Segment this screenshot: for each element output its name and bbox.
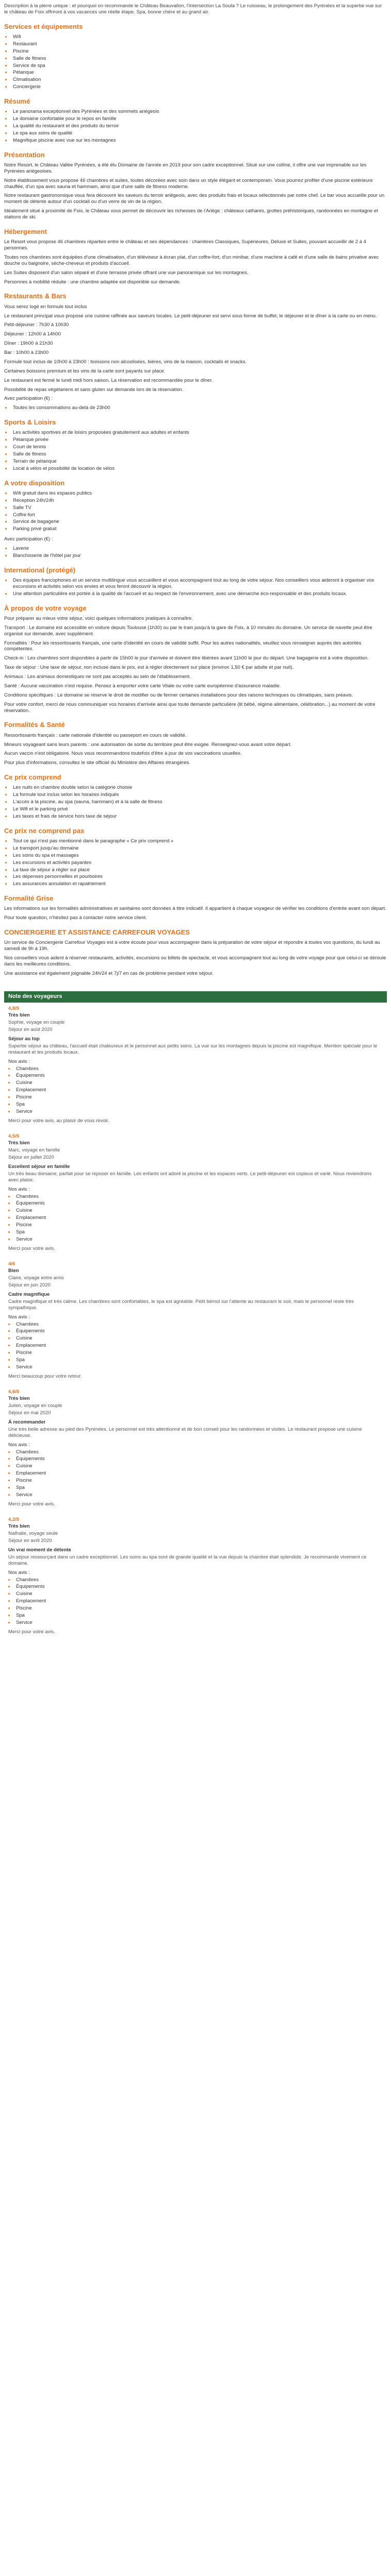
section-title: A votre disposition <box>4 479 65 487</box>
section-title: À propos de votre voyage <box>4 604 87 612</box>
list-item: • Wifi <box>11 34 387 40</box>
review-score: 4/5 <box>8 1261 15 1267</box>
section-title: Sports & Loisirs <box>4 418 56 427</box>
intro-text: Description à la pierre unique : et pourquoi on recommande le Château Beauvallon, l'Intersection La Soula ? Le ruisseau, le prolongement des Pyrénées et la superbe vue sur le château de Foix offriront à vos vacances une réelle étape. Spa, bonne chère et au grand air. <box>4 3 382 15</box>
section-restaurants <box>4 292 387 411</box>
paragraph: Mineurs voyageant sans leurs parents : une autorisation de sortie du territoire peut être exigée. Renseignez-vous avant votre départ. <box>4 741 292 748</box>
paragraph: Pour toute question, n'hésitez pas à contacter notre service client. <box>4 915 147 921</box>
paragraph: Formalités : Pour les ressortissants français, une carte d'identité en cours de validité suffit. Pour les autres nationalités, veuillez vous renseigner auprès des autorités compétentes. <box>4 640 362 652</box>
paragraph: Pour plus d'informations, consultez le site officiel du Ministère des Affaires étrangères. <box>4 760 191 766</box>
list-item: • Spa <box>14 1485 383 1491</box>
list-item: • Le domaine confortable pour le repos en famille <box>11 116 387 122</box>
review-date: Séjour en avril 2020 <box>8 1538 52 1544</box>
list-item: • L'accès à la piscine, au spa (sauna, hammam) et à la salle de fitness <box>11 799 387 805</box>
review-item <box>4 1261 387 1380</box>
list-item: • Service de spa <box>11 63 387 69</box>
paragraph: Un service de Conciergerie Carrefour Voyages est à votre écoute pour vous accompagner dans la préparation de votre séjour et répondre à toutes vos questions, du lundi au samedi de 9h à 19h. <box>4 940 380 952</box>
list-item: • La taxe de séjour à régler sur place <box>11 867 387 873</box>
paragraph: Personnes à mobilité réduite : une chambre adaptée est disponible sur demande. <box>4 279 181 285</box>
review-ratings <box>14 1577 383 1626</box>
list-item: • Emplacement <box>14 1598 383 1604</box>
list-item: • Parking privé gratuit <box>11 526 387 532</box>
reviews-list <box>4 1006 387 1635</box>
list-item: • Laverie <box>11 546 387 552</box>
review-score: 4,2/5 <box>8 1516 20 1522</box>
review-author: Marc, voyage en famille <box>8 1147 60 1154</box>
review-ratings <box>14 1449 383 1498</box>
review-date: Séjour en juin 2020 <box>8 1282 51 1289</box>
list-item: • Salle de fitness <box>11 56 387 62</box>
section-title: Ce prix ne comprend pas <box>4 826 85 835</box>
list-item: • Blanchisserie de l'hôtel par jour <box>11 553 387 559</box>
review-ratings <box>14 1194 383 1243</box>
section-title: CONCIERGERIE ET ASSISTANCE CARREFOUR VOYAGES <box>4 928 190 937</box>
section-formalite-grise <box>4 894 387 921</box>
review-rating-label: Nos avis : <box>8 1186 30 1192</box>
paragraph: Bar : 10h00 à 23h00 <box>4 350 49 355</box>
review-verdict: Très bien <box>8 1140 30 1146</box>
review-author: Nathalie, voyage seule <box>8 1531 58 1537</box>
review-rating-label: Nos avis : <box>8 1058 30 1064</box>
review-reply: Merci pour votre avis, au plaisir de vous revoir. <box>8 1117 109 1124</box>
paragraph: Ressortissants français : carte nationale d'identité ou passeport en cours de validité. <box>4 732 187 738</box>
list-item: • Court de tennis <box>11 444 387 450</box>
review-title: Excellent séjour en famille <box>8 1164 70 1170</box>
list-item: • Réception 24h/24h <box>11 498 387 504</box>
review-item <box>4 1517 387 1635</box>
section-title: Hébergement <box>4 227 47 235</box>
paragraph: Conditions spécifiques : Le domaine se réserve le droit de modifier ou de fermer certaines installations pour des raisons techniques ou climatiques, sans préavis. <box>4 692 353 698</box>
review-reply: Merci pour votre avis. <box>8 1245 55 1251</box>
list-item: • Wifi gratuit dans les espaces publics <box>11 490 387 497</box>
paragraph: Possibilité de repas végétariens et sans gluten sur demande lors de la réservation. <box>4 386 184 393</box>
section-services <box>4 23 387 90</box>
list-item: • La formule tout inclus selon les horaires indiqués <box>11 792 387 798</box>
paragraph: Notre établissement vous propose 46 chambres et suites, toutes décorées avec soin dans un style élégant et contemporain. Vous pourrez profiter d'une piscine extérieure chauffée, d'un spa avec sauna et hammam, ainsi que d'une salle de fitness moderne. <box>4 177 373 190</box>
review-title: À recommander <box>8 1419 46 1425</box>
list-item: • Piscine <box>14 1222 383 1228</box>
list-item: • Restaurant <box>11 41 387 47</box>
paragraph: Nos conseillers vous aident à réserver restaurants, activités, excursions ou billets de spectacle, et vous accompagnent tout au long de votre voyage pour que celui-ci se déroule dans les meilleures conditions. <box>4 955 386 967</box>
list-item: • Piscine <box>14 1605 383 1612</box>
list-item: • Service <box>14 1492 383 1498</box>
section-hebergement <box>4 228 387 285</box>
list-item: • Service de bagagerie <box>11 519 387 525</box>
paragraph: Les informations sur les formalités administratives et sanitaires sont données à titre indicatif. Il appartient à chaque voyageur de vérifier les conditions d'entrée avant son départ. <box>4 906 386 912</box>
section-apropos <box>4 604 387 714</box>
list-item: • Piscine <box>14 1350 383 1356</box>
review-date: Séjour en juillet 2020 <box>8 1155 54 1161</box>
list-item: • Emplacement <box>14 1470 383 1477</box>
paragraph: Les Suites disposent d'un salon séparé et d'une terrasse privée offrant une vue panoramique sur les montagnes. <box>4 269 249 276</box>
list-item: • Chambres <box>14 1577 383 1583</box>
list-item: • Les taxes et frais de service hors taxe de séjour <box>11 814 387 820</box>
list-item: • Équipements <box>14 1073 383 1079</box>
review-verdict: Très bien <box>8 1523 30 1530</box>
list-item: • Chambres <box>14 1321 383 1328</box>
section-title: Résumé <box>4 97 30 105</box>
review-title: Cadre magnifique <box>8 1292 50 1297</box>
list-item: • Les soins du spa et massages <box>11 853 387 859</box>
section-title: Présentation <box>4 150 45 159</box>
list-item: • Emplacement <box>14 1215 383 1221</box>
section-formalites <box>4 721 387 766</box>
list-item: • Équipements <box>14 1200 383 1207</box>
resume-list <box>11 109 387 143</box>
paragraph: Animaux : Les animaux domestiques ne sont pas acceptés au sein de l'établissement. <box>4 674 191 680</box>
section-sports <box>4 418 387 472</box>
paragraph: Aucun vaccin n'est obligatoire. Nous vous recommandons toutefois d'être à jour de vos vaccinations usuelles. <box>4 751 242 757</box>
list-item: • Chambres <box>14 1194 383 1200</box>
list-item: • Service <box>14 1364 383 1370</box>
list-item: • Pétanque privée <box>11 437 387 443</box>
section-resume <box>4 97 387 144</box>
review-text: Un séjour ressourçant dans un cadre exceptionnel. Les soins au spa sont de grande qualité et la vue depuis la chambre était splendide. Je recommande vivement ce domaine. <box>8 1554 367 1566</box>
review-ratings <box>14 1321 383 1370</box>
paragraph: Check-in : Les chambres sont disponibles à partir de 15h00 le jour d'arrivée et doivent être libérées avant 11h00 le jour du départ. Une bagagerie est à votre disposition. <box>4 655 369 662</box>
list-item: • Coffre-fort <box>11 512 387 518</box>
list-item: • Spa <box>14 1229 383 1235</box>
section-title: Restaurants & Bars <box>4 292 67 300</box>
paragraph: Formule tout inclus de 10h00 à 23h00 : boissons non alcoolisées, bières, vins de la maison, cocktails et snacks. <box>4 359 247 365</box>
list-item: • Terrain de pétanque <box>11 459 387 465</box>
review-reply: Merci pour votre avis. <box>8 1629 55 1635</box>
review-reply: Merci beaucoup pour votre retour. <box>8 1373 82 1379</box>
review-verdict: Très bien <box>8 1396 30 1402</box>
paragraph: Transport : Le domaine est accessible en voiture depuis Toulouse (1h30) ou par le train jusqu'à la gare de Foix, à 10 minutes du domaine. Un service de navette peut être organisé sur demande, avec supplément. <box>4 624 372 637</box>
section-title: International (protégé) <box>4 566 75 574</box>
paragraph: Le Resort vous propose 46 chambres réparties entre le château et ses dépendances : chambres Classiques, Supérieures, Deluxe et Suites, pouvant accueillir de 2 à 4 personnes. <box>4 239 366 251</box>
list-item: • Les assurances annulation et rapatriement <box>11 881 387 887</box>
list-item: • Cuisine <box>14 1463 383 1469</box>
paragraph: Déjeuner : 12h00 à 14h00 <box>4 331 61 337</box>
list-item: • Tout ce qui n'est pas mentionné dans le paragraphe « Ce prix comprend » <box>11 838 387 844</box>
review-author: Julien, voyage en couple <box>8 1403 62 1409</box>
paragraph: Toutes nos chambres sont équipées d'une climatisation, d'un téléviseur à écran plat, d'un coffre-fort, d'un minibar, d'une machine à café et d'une salle de bains privative avec douche ou baignoire, sèche-cheveux et produits d'accueil. <box>4 254 379 266</box>
list-item: • Toutes les consommations au-delà de 23h00 <box>11 405 387 411</box>
list-item: • Piscine <box>14 1478 383 1484</box>
section-prix-non <box>4 827 387 887</box>
services-list <box>11 34 387 90</box>
review-item <box>4 1133 387 1252</box>
prix-non-list <box>11 838 387 887</box>
list-item: • Salle de fitness <box>11 451 387 457</box>
paragraph: Certaines boissons premium et les vins de la carte sont payants sur place. <box>4 368 166 374</box>
section-dispo <box>4 479 387 559</box>
list-item: • Spa <box>14 1357 383 1363</box>
review-text: Une très belle adresse au pied des Pyrénées. Le personnel est très attentionné et de bon conseil pour les randonnées et visites. Le restaurant propose une cuisine délicieuse. <box>8 1426 362 1438</box>
list-item: • Cuisine <box>14 1335 383 1342</box>
review-date: Séjour en août 2020 <box>8 1027 53 1033</box>
section-title: Formalités & Santé <box>4 721 65 729</box>
list-item: • Le panorama exceptionnel des Pyrénées et des sommets ariégeois <box>11 109 387 115</box>
list-item: • Équipements <box>14 1584 383 1590</box>
list-item: • Conciergerie <box>11 84 387 90</box>
section-presentation <box>4 151 387 221</box>
list-item: • Salle TV <box>11 505 387 511</box>
price-label: Avec participation (€) : <box>4 396 53 402</box>
section-title: Services et équipements <box>4 22 83 30</box>
list-item: • Une attention particulière est portée à la qualité de l'accueil et au respect de l'environnement, avec une démarche éco-responsable et des produits locaux. <box>11 591 387 597</box>
section-prix <box>4 773 387 820</box>
review-score: 4,8/5 <box>8 1005 20 1011</box>
list-item: • Équipements <box>14 1456 383 1462</box>
price-list <box>11 405 387 411</box>
review-item <box>4 1389 387 1507</box>
list-item: • Pétanque <box>11 70 387 76</box>
review-score: 4,6/5 <box>8 1388 20 1395</box>
list-item: • Des équipes francophones et un service multilingue vous accueillent et vous accompagnent tout au long de votre séjour. Nos conseillers vous aideront à organiser vos excursions et activités selon vos envies et vous feront découvrir la région. <box>11 578 387 590</box>
review-title: Séjour au top <box>8 1036 40 1042</box>
review-rating-label: Nos avis : <box>8 1442 30 1448</box>
list-item: • Piscine <box>14 1094 383 1100</box>
review-text: Cadre magnifique et très calme. Les chambres sont confortables, le spa est agréable. Petit bémol sur l'attente au restaurant le soir, mais le personnel reste très sympathique. <box>8 1298 354 1311</box>
section-conciergerie <box>4 928 387 977</box>
review-author: Claire, voyage entre amis <box>8 1275 64 1281</box>
review-text: Superbe séjour au château, l'accueil était chaleureux et le personnel aux petits soins. La vue sur les montagnes depuis la piscine est magnifique. Mention spéciale pour le restaurant et les produits locaux. <box>8 1043 378 1055</box>
list-item: • Les activités sportives et de loisirs proposées gratuitement aux adultes et enfants <box>11 430 387 436</box>
paragraph: Une assistance est également joignable 24h/24 et 7j/7 en cas de problème pendant votre séjour. <box>4 970 214 976</box>
section-title: Ce prix comprend <box>4 773 61 782</box>
list-item: • La qualité du restaurant et des produits du terroir <box>11 123 387 129</box>
list-item: • Cuisine <box>14 1208 383 1214</box>
review-title: Un vrai moment de détente <box>8 1547 71 1553</box>
list-item: • Équipements <box>14 1328 383 1334</box>
review-text: Un très beau domaine, parfait pour se reposer en famille. Les enfants ont adoré la piscine et les espaces verts. Le petit-déjeuner est copieux et varié. Nous reviendrons avec plaisir. <box>8 1171 372 1183</box>
list-item: • Les excursions et activités payantes <box>11 860 387 866</box>
participation-list <box>11 546 387 559</box>
paragraph: Taxe de séjour : Une taxe de séjour, non incluse dans le prix, est à régler directement sur place (environ 1,50 € par adulte et par nuit). <box>4 665 294 671</box>
list-item: • Cuisine <box>14 1591 383 1597</box>
dispo-list <box>11 490 387 532</box>
list-item: • Les dépenses personnelles et pourboires <box>11 874 387 880</box>
list-item: • Service <box>14 1109 383 1115</box>
paragraph: Idéalement situé à proximité de Foix, le Château vous permet de découvrir les richesses de l'Ariège : châteaux cathares, grottes préhistoriques, randonnées en montagne et stations de ski. <box>4 208 378 220</box>
list-item: • Emplacement <box>14 1087 383 1093</box>
list-item: • Local à vélos et possibilité de location de vélos <box>11 466 387 472</box>
review-ratings <box>14 1066 383 1115</box>
review-score: 4,5/5 <box>8 1133 20 1139</box>
paragraph: Vous serez logé en formule tout inclus <box>4 303 87 310</box>
paragraph: Le restaurant est fermé le lundi midi hors saison. La réservation est recommandée pour le dîner. <box>4 377 213 383</box>
list-item: • Service <box>14 1236 383 1243</box>
list-item: • Chambres <box>14 1449 383 1455</box>
list-item: • Spa <box>14 1613 383 1619</box>
international-list <box>11 578 387 597</box>
review-verdict: Bien <box>8 1268 19 1274</box>
sports-list <box>11 430 387 471</box>
paragraph: Santé : Aucune vaccination n'est requise. Pensez à emporter votre carte Vitale ou votre carte européenne d'assurance maladie. <box>4 683 281 689</box>
paragraph: Dîner : 19h00 à 21h30 <box>4 341 53 347</box>
section-international <box>4 566 387 597</box>
list-item: • Chambres <box>14 1066 383 1072</box>
paragraph: Le restaurant principal vous propose une cuisine raffinée aux saveurs locales. Le petit-déjeuner est servi sous forme de buffet, le déjeuner et le dîner à la carte ou en menu. <box>4 313 377 319</box>
prix-list <box>11 785 387 819</box>
list-item: • Emplacement <box>14 1343 383 1349</box>
paragraph: Notre Resort, le Château Vallée Pyrénées, a été élu Domaine de l'année en 2019 pour son cadre exceptionnel. Situé sur une colline, il offre une vue imprenable sur les Pyrénées ariégeoises. <box>4 162 367 174</box>
reviews-header: Note des voyageurs <box>4 991 387 1003</box>
review-date: Séjour en mai 2020 <box>8 1410 51 1416</box>
list-item: • Les nuits en chambre double selon la catégorie choisie <box>11 785 387 791</box>
paragraph: Pour votre confort, merci de nous communiquer vos horaires d'arrivée ainsi que toute demande particulière (lit bébé, régime alimentaire, célébration...) au moment de votre réservation. <box>4 701 376 714</box>
review-reply: Merci pour votre avis. <box>8 1501 55 1507</box>
list-item: • Magnifique piscine avec vue sur les montagnes <box>11 138 387 144</box>
review-author: Sophie, voyage en couple <box>8 1020 65 1026</box>
section-title: Formalité Grise <box>4 894 54 903</box>
review-rating-label: Nos avis : <box>8 1569 30 1575</box>
review-item <box>4 1006 387 1124</box>
list-item: • Le Wifi et le parking privé <box>11 806 387 812</box>
review-rating-label: Nos avis : <box>8 1314 30 1320</box>
list-item: • Le transport jusqu'au domaine <box>11 845 387 852</box>
paragraph: Notre restaurant gastronomique vous fera découvrir les saveurs du terroir ariégeois, avec des produits frais et locaux sélectionnés par notre chef. Le bar vous accueille pour un moment de détente autour d'un cocktail ou d'un verre de vin de la région. <box>4 193 385 205</box>
list-item: • Climatisation <box>11 77 387 83</box>
list-item: • Cuisine <box>14 1080 383 1086</box>
review-verdict: Très bien <box>8 1012 30 1019</box>
participation-label: Avec participation (€) : <box>4 536 53 543</box>
list-item: • Spa <box>14 1101 383 1108</box>
list-item: • Le spa aux soins de qualité <box>11 130 387 137</box>
paragraph: Pour préparer au mieux votre séjour, voici quelques informations pratiques à connaître. <box>4 615 193 621</box>
list-item: • Piscine <box>11 48 387 55</box>
paragraph: Petit-déjeuner : 7h30 à 10h30 <box>4 322 69 328</box>
list-item: • Service <box>14 1620 383 1626</box>
